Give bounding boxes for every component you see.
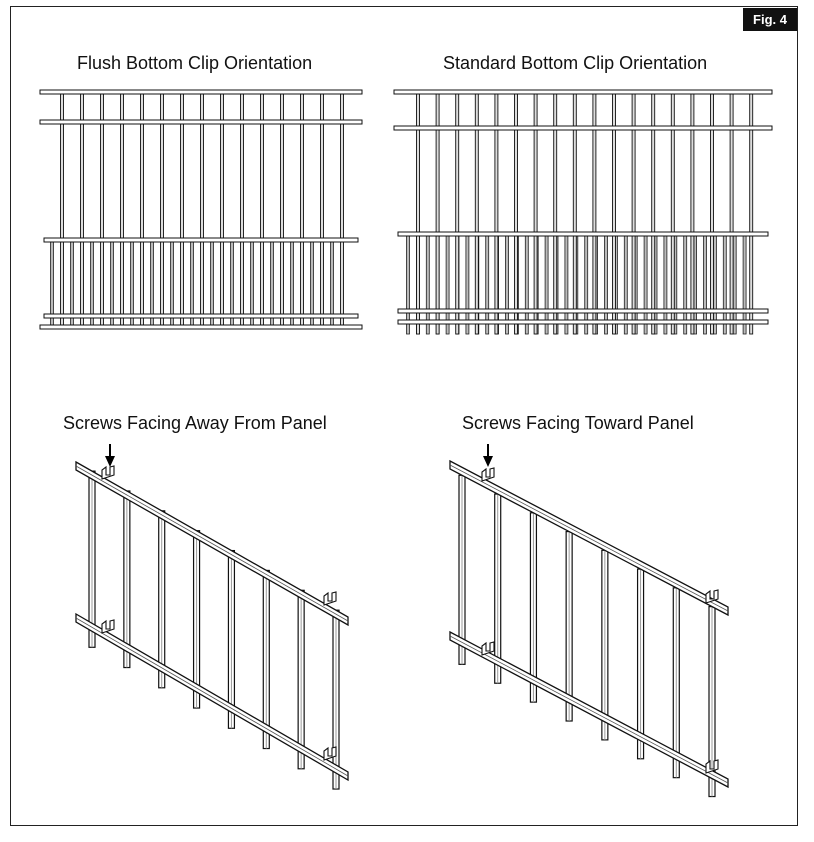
short-picket bbox=[644, 234, 647, 334]
fence-standard-bottom bbox=[394, 90, 772, 334]
picket bbox=[201, 92, 204, 328]
rail bbox=[394, 126, 772, 130]
short-picket bbox=[407, 234, 410, 334]
picket bbox=[101, 92, 104, 328]
mounting-clip bbox=[482, 468, 494, 481]
arrow-down-icon bbox=[483, 456, 493, 467]
short-picket bbox=[743, 234, 746, 334]
picket bbox=[81, 92, 84, 328]
short-picket bbox=[684, 234, 687, 334]
short-picket bbox=[624, 234, 627, 334]
picket bbox=[321, 92, 324, 328]
short-picket bbox=[723, 234, 726, 334]
short-picket bbox=[466, 234, 469, 334]
rail-edge bbox=[76, 466, 348, 621]
rail bbox=[40, 325, 362, 329]
figure-label: Fig. 4 bbox=[743, 8, 797, 31]
picket bbox=[61, 92, 64, 328]
short-picket bbox=[525, 234, 528, 334]
short-picket bbox=[545, 234, 548, 334]
title-screws-toward: Screws Facing Toward Panel bbox=[462, 413, 694, 433]
short-picket bbox=[733, 234, 736, 334]
picket bbox=[241, 92, 244, 328]
mounting-clip bbox=[482, 642, 494, 655]
rail-edge bbox=[450, 465, 728, 611]
picket bbox=[261, 92, 264, 328]
picket bbox=[281, 92, 284, 328]
short-picket bbox=[486, 234, 489, 334]
fence-screws-toward bbox=[450, 444, 728, 797]
short-picket bbox=[704, 234, 707, 334]
rail bbox=[40, 120, 362, 124]
rail-edge bbox=[76, 618, 348, 776]
mounting-clip bbox=[102, 466, 114, 479]
rail bbox=[398, 232, 768, 236]
short-picket bbox=[585, 234, 588, 334]
mounting-clip bbox=[324, 592, 336, 605]
arrow-down-icon bbox=[105, 456, 115, 467]
rail bbox=[40, 90, 362, 94]
picket bbox=[161, 92, 164, 328]
mounting-clip bbox=[102, 620, 114, 633]
picket bbox=[181, 92, 184, 328]
picket bbox=[301, 92, 304, 328]
title-flush-bottom-clip: Flush Bottom Clip Orientation bbox=[77, 53, 313, 73]
short-picket bbox=[506, 234, 509, 334]
short-picket bbox=[605, 234, 608, 334]
picket bbox=[141, 92, 144, 328]
title-screws-away: Screws Facing Away From Panel bbox=[63, 413, 327, 433]
short-picket bbox=[446, 234, 449, 334]
short-picket bbox=[565, 234, 568, 334]
rail bbox=[44, 238, 358, 242]
rail bbox=[394, 90, 772, 94]
rail bbox=[44, 314, 358, 318]
short-picket bbox=[426, 234, 429, 334]
rail bbox=[398, 320, 768, 324]
title-standard-bottom-clip: Standard Bottom Clip Orientation bbox=[443, 53, 708, 73]
rail bbox=[398, 309, 768, 313]
fence-flush-bottom bbox=[40, 90, 362, 329]
short-picket bbox=[664, 234, 667, 334]
rail-edge bbox=[450, 636, 728, 783]
picket bbox=[121, 92, 124, 328]
picket bbox=[341, 92, 344, 328]
fence-screws-away bbox=[76, 444, 348, 789]
picket bbox=[221, 92, 224, 328]
